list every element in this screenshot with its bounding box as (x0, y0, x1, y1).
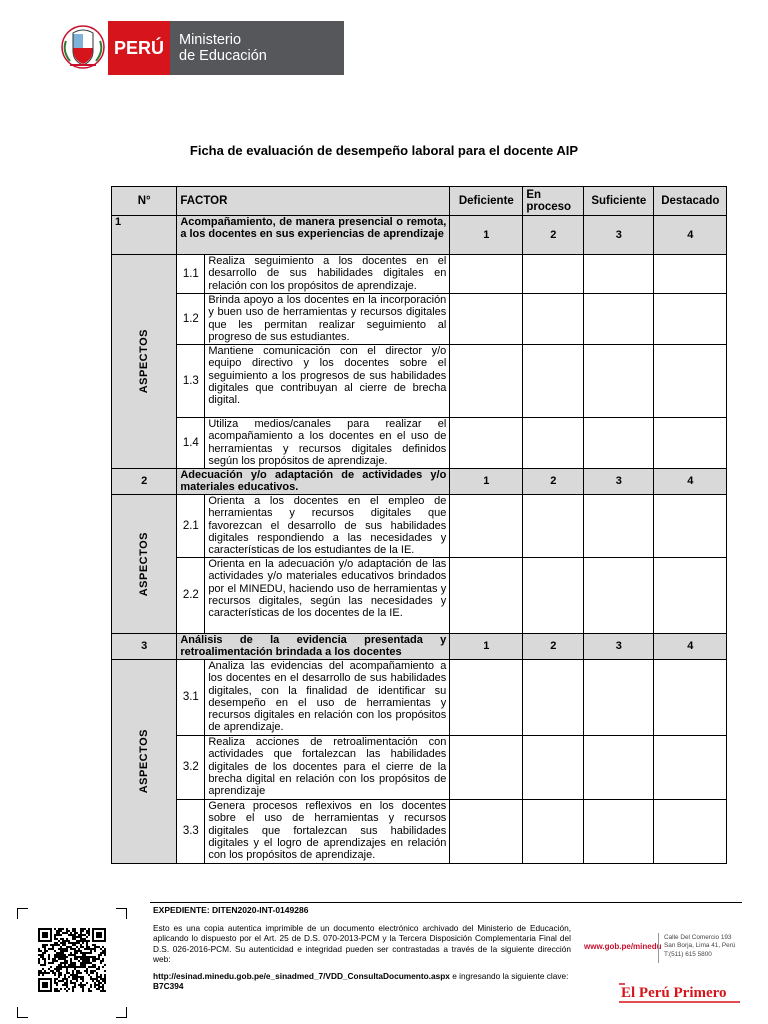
factor-title: Análisis de la evidencia presentada y retroalimentación brindada a los docentes (177, 634, 450, 660)
address-line: T:(511) 615 5800 (664, 950, 712, 958)
factor-number: 1 (112, 216, 177, 255)
table-header-row (112, 187, 727, 216)
item-row (112, 736, 727, 800)
header-destacado: Destacado (654, 187, 727, 216)
ministry-line-2: de Educación (179, 48, 267, 64)
factor-row (112, 634, 727, 660)
aspects-label: ASPECTOS (138, 531, 151, 597)
aspects-label-cell (112, 495, 177, 634)
rating-cell[interactable] (450, 294, 523, 345)
item-text: Orienta en la adecuación y/o adaptación de las actividades y/o materiales educativos brindados por el MINEDU, haciendo uso de herramientas y recursos digitales, según las necesidades y características de los docentes de la IE. (205, 558, 450, 634)
document-title: Ficha de evaluación de desempeño laboral para el docente AIP (189, 143, 579, 158)
peru-brand-block (108, 21, 170, 75)
item-text: Realiza seguimiento a los docentes en el desarrollo de sus habilidades digitales en relación con los propósitos de aprendizaje. (205, 255, 450, 294)
aspects-label: ASPECTOS (138, 729, 151, 794)
header-num: N° (112, 187, 177, 216)
slogan-text: El Perú Primero (621, 985, 727, 1001)
item-code: 2.2 (177, 558, 205, 634)
ministry-address (664, 934, 735, 959)
ministry-logo (58, 21, 344, 75)
rating-cell[interactable] (523, 345, 584, 418)
header-deficiente: Deficiente (450, 187, 523, 216)
expediente-number: EXPEDIENTE: DITEN2020-INT-0149286 (153, 905, 309, 915)
factor-title: Acompañamiento, de manera presencial o remota, a los docentes en sus experiencias de aprendizaje (177, 216, 450, 255)
score-cell: 1 (450, 634, 523, 660)
rating-cell[interactable] (584, 345, 654, 418)
item-row (112, 660, 727, 736)
rating-cell[interactable] (523, 255, 584, 294)
ministry-name-block (170, 21, 344, 75)
evaluation-table (111, 186, 727, 864)
frame-corner (17, 1007, 28, 1018)
item-code: 1.1 (177, 255, 205, 294)
rating-cell[interactable] (450, 418, 523, 469)
rating-cell[interactable] (450, 660, 523, 736)
score-cell: 4 (654, 216, 727, 255)
item-code: 2.1 (177, 495, 205, 558)
peru-brand-text: PERÚ (113, 37, 164, 58)
score-cell: 4 (654, 469, 727, 495)
header-suficiente: Suficiente (584, 187, 654, 216)
rating-cell[interactable] (523, 558, 584, 634)
item-row (112, 418, 727, 469)
ministry-line-1: Ministerio (179, 32, 242, 48)
item-text: Genera procesos reflexivos en los docentes sobre el uso de herramientas y recursos digitales que fortalezcan sus habilidades digitales y el logro de aprendizajes en relación con los propósitos de aprendizaje. (205, 800, 450, 864)
item-row (112, 495, 727, 558)
item-row (112, 800, 727, 864)
rating-cell[interactable] (654, 660, 727, 736)
gob-website-link[interactable]: www.gob.pe/minedu (584, 942, 662, 951)
rating-cell[interactable] (584, 495, 654, 558)
factor-number: 2 (112, 469, 177, 495)
item-code: 3.1 (177, 660, 205, 736)
footer-divider (150, 902, 742, 903)
verification-link[interactable]: http://esinad.minedu.gob.pe/e_sinadmed_7/VDD_ConsultaDocumento.aspx (153, 971, 450, 981)
address-line: San Borja, Lima 41, Perú (664, 942, 736, 950)
rating-cell[interactable] (584, 558, 654, 634)
score-cell: 3 (584, 469, 654, 495)
rating-cell[interactable] (523, 495, 584, 558)
rating-cell[interactable] (450, 255, 523, 294)
rating-cell[interactable] (450, 800, 523, 864)
rating-cell[interactable] (450, 495, 523, 558)
item-code: 3.2 (177, 736, 205, 800)
rating-cell[interactable] (584, 736, 654, 800)
rating-cell[interactable] (654, 558, 727, 634)
verification-key: B7C394 (153, 981, 184, 992)
factor-title: Adecuación y/o adaptación de actividades y/o materiales educativos. (177, 469, 450, 495)
factor-row (112, 216, 727, 255)
rating-cell[interactable] (654, 345, 727, 418)
rating-cell[interactable] (584, 294, 654, 345)
authenticity-disclaimer: Esto es una copia autentica imprimible de un documento electrónico archivado del Ministerio de Educación, aplicando lo dispuesto por el Art. 25 de D.S. 070-2013-PCM y la Tercera Disposición Complementaria Final del D.S. 026-2016-PCM. Su autenticidad e integridad pueden ser contrastadas a través de la siguiente dirección web: (153, 923, 571, 965)
verification-text: e ingresando la siguiente clave: (449, 971, 569, 981)
rating-cell[interactable] (523, 800, 584, 864)
item-row (112, 294, 727, 345)
rating-cell[interactable] (450, 558, 523, 634)
header-factor: FACTOR (177, 187, 450, 216)
item-text: Realiza acciones de retroalimentación con actividades que fortalezcan las habilidades digitales de los docentes para el cierre de la brecha digital en relación con los propósitos de aprendizaje (205, 736, 450, 800)
item-text: Analiza las evidencias del acompañamiento a los docentes en el desarrollo de sus habilidades digitales, con la finalidad de identificar su desempeño en el uso de herramientas y recursos digitales en relación con los propósitos de aprendizaje. (205, 660, 450, 736)
item-code: 3.3 (177, 800, 205, 864)
rating-cell[interactable] (654, 255, 727, 294)
rating-cell[interactable] (584, 660, 654, 736)
score-cell: 1 (450, 469, 523, 495)
verification-info (153, 971, 573, 992)
rating-cell[interactable] (654, 800, 727, 864)
rating-cell[interactable] (450, 345, 523, 418)
item-code: 1.3 (177, 345, 205, 418)
rating-cell[interactable] (654, 294, 727, 345)
rating-cell[interactable] (523, 660, 584, 736)
item-row (112, 255, 727, 294)
item-row (112, 558, 727, 634)
item-code: 1.2 (177, 294, 205, 345)
address-divider (658, 933, 659, 963)
rating-cell[interactable] (523, 294, 584, 345)
address-line: Calle Del Comercio 193 (664, 934, 732, 941)
score-cell: 2 (523, 469, 584, 495)
item-text: Brinda apoyo a los docentes en la incorporación y buen uso de herramientas y recursos digitales que les permitan realizar seguimiento al progreso de sus estudiantes. (205, 294, 450, 345)
item-row (112, 345, 727, 418)
aspects-label-cell (112, 660, 177, 864)
item-text: Utiliza medios/canales para realizar el acompañamiento a los docentes en el uso de herramientas y recursos digitales definidos según los propósitos de aprendizaje. (205, 418, 450, 469)
qr-code-icon (38, 928, 106, 992)
item-code: 1.4 (177, 418, 205, 469)
aspects-label: ASPECTOS (138, 329, 151, 394)
score-cell: 4 (654, 634, 727, 660)
score-cell: 3 (584, 634, 654, 660)
score-cell: 2 (523, 216, 584, 255)
rating-cell[interactable] (654, 495, 727, 558)
frame-corner (116, 1007, 127, 1018)
rating-cell[interactable] (523, 736, 584, 800)
rating-cell[interactable] (450, 736, 523, 800)
rating-cell[interactable] (654, 418, 727, 469)
rating-cell[interactable] (523, 418, 584, 469)
rating-cell[interactable] (584, 418, 654, 469)
item-text: Orienta a los docentes en el empleo de herramientas y recursos digitales que favorezcan el desarrollo de sus habilidades digitales respondiendo a las necesidades y características de los estudiantes de la IE. (205, 495, 450, 558)
score-cell: 3 (584, 216, 654, 255)
coat-of-arms-icon (58, 21, 108, 75)
header-en-proceso: En proceso (523, 187, 584, 216)
rating-cell[interactable] (584, 255, 654, 294)
rating-cell[interactable] (584, 800, 654, 864)
frame-corner (116, 908, 127, 919)
item-text: Mantiene comunicación con el director y/o equipo directivo y los docentes sobre el seguimiento a los progresos de sus habilidades digitales que contribuyan al cierre de brecha digital. (205, 345, 450, 418)
factor-row (112, 469, 727, 495)
score-cell: 1 (450, 216, 523, 255)
factor-number: 3 (112, 634, 177, 660)
aspects-label-cell (112, 255, 177, 469)
rating-cell[interactable] (654, 736, 727, 800)
score-cell: 2 (523, 634, 584, 660)
frame-corner (17, 908, 28, 919)
